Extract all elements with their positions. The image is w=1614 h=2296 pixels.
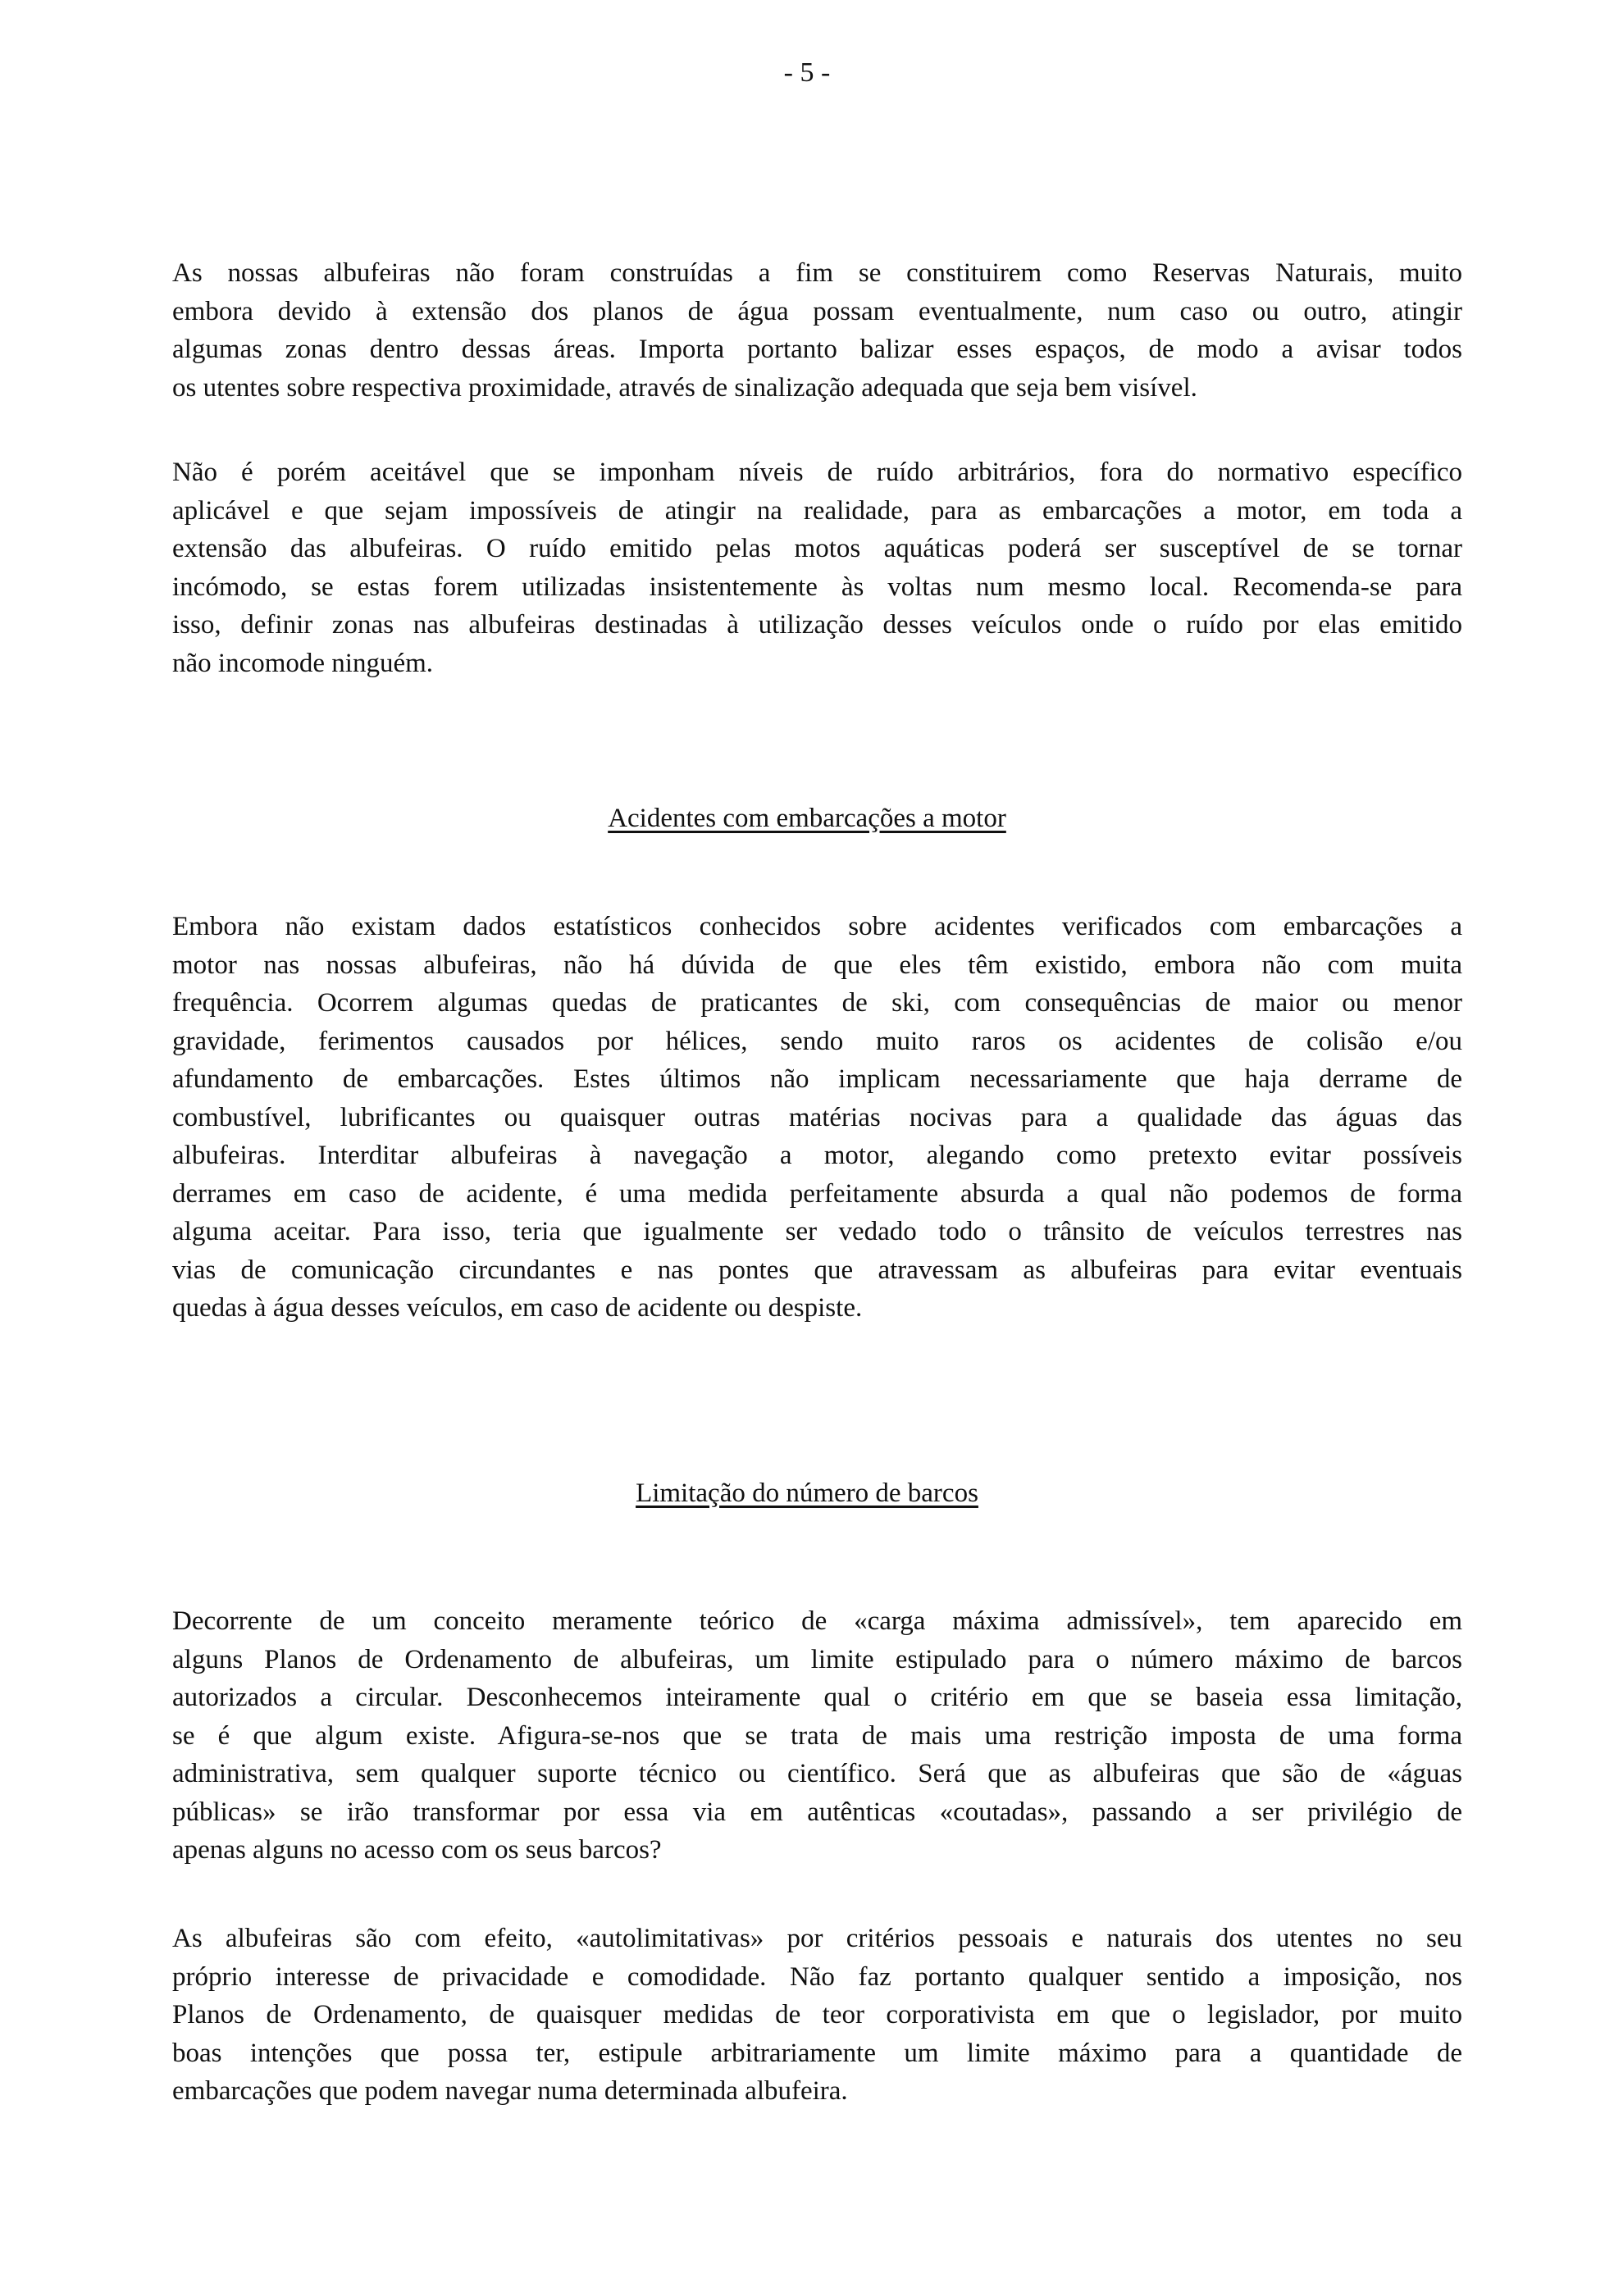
text-line: se é que algum existe. Afigura-se-nos que se trata de mais uma restrição imposta de uma forma <box>172 1720 1462 1751</box>
text-line: As albufeiras são com efeito, «autolimitativas» por critérios pessoais e naturais dos utentes no seu <box>172 1924 1462 1953</box>
text-line: Planos de Ordenamento, de quaisquer medidas de teor corporativista em que o legislador, por muito <box>172 2000 1462 2029</box>
text-line: quedas à água desses veículos, em caso de acidente ou despiste. <box>172 1293 863 1323</box>
page-number: - 5 - <box>783 57 831 88</box>
section-heading-boat-limit <box>0 1478 1614 1509</box>
text-line: As nossas albufeiras não foram construídas a fim se constituirem como Reservas Naturais, muito <box>172 258 1462 288</box>
text-line: alguma aceitar. Para isso, teria que igualmente ser vedado todo o trânsito de veículos terrestres nas <box>172 1217 1462 1246</box>
heading-text: Limitação do número de barcos <box>636 1478 978 1508</box>
text-line: Não é porém aceitável que se imponham níveis de ruído arbitrários, fora do normativo específico <box>172 458 1462 487</box>
text-line: gravidade, ferimentos causados por hélices, sendo muito raros os acidentes de colisão e/ou <box>172 1026 1462 1056</box>
heading-text: Acidentes com embarcações a motor <box>608 804 1006 833</box>
text-line: derrames em caso de acidente, é uma medida perfeitamente absurda a qual não podemos de forma <box>172 1178 1462 1209</box>
section-heading-accidents <box>0 804 1614 834</box>
paragraph-reserves <box>172 254 1462 407</box>
text-line: não incomode ninguém. <box>172 648 434 678</box>
text-line: combustível, lubrificantes ou quaisquer outras matérias nocivas para a qualidade das águas das <box>172 1102 1462 1132</box>
text-line: albufeiras. Interditar albufeiras à navegação a motor, alegando como pretexto evitar possíveis <box>172 1141 1462 1170</box>
paragraph-self-limiting <box>172 1920 1462 2111</box>
text-line: administrativa, sem qualquer suporte técnico ou científico. Será que as albufeiras que são de «águas <box>172 1759 1462 1788</box>
text-line: afundamento de embarcações. Estes últimos não implicam necessariamente que haja derrame de <box>172 1064 1462 1094</box>
text-line: Embora não existam dados estatísticos conhecidos sobre acidentes verificados com embarcações a <box>172 912 1462 941</box>
text-line: alguns Planos de Ordenamento de albufeiras, um limite estipulado para o número máximo de barcos <box>172 1644 1462 1674</box>
text-line: boas intenções que possa ter, estipule arbitrariamente um limite máximo para a quantidade de <box>172 2038 1462 2068</box>
text-line: vias de comunicação circundantes e nas pontes que atravessam as albufeiras para evitar eventuais <box>172 1255 1462 1285</box>
paragraph-noise <box>172 453 1462 682</box>
text-line: apenas alguns no acesso com os seus barcos? <box>172 1835 662 1865</box>
text-line: autorizados a circular. Desconhecemos inteiramente qual o critério em que se baseia essa limitação, <box>172 1683 1462 1712</box>
paragraph-accidents <box>172 908 1462 1328</box>
text-line: Decorrente de um conceito meramente teórico de «carga máxima admissível», tem aparecido em <box>172 1606 1462 1636</box>
text-line: aplicável e que sejam impossíveis de atingir na realidade, para as embarcações a motor, em toda a <box>172 495 1462 526</box>
text-line: os utentes sobre respectiva proximidade, através de sinalização adequada que seja bem visível. <box>172 372 1197 403</box>
text-line: algumas zonas dentro dessas áreas. Importa portanto balizar esses espaços, de modo a avisar todos <box>172 335 1462 364</box>
text-line: isso, definir zonas nas albufeiras destinadas à utilização desses veículos onde o ruído por elas emitido <box>172 610 1462 640</box>
text-line: próprio interesse de privacidade e comodidade. Não faz portanto qualquer sentido a imposição, nos <box>172 1961 1462 1992</box>
text-line: incómodo, se estas forem utilizadas insistentemente às voltas num mesmo local. Recomenda-se para <box>172 572 1462 602</box>
paragraph-max-load <box>172 1602 1462 1870</box>
text-line: públicas» se irão transformar por essa via em autênticas «coutadas», passando a ser privilégio de <box>172 1797 1462 1827</box>
text-line: extensão das albufeiras. O ruído emitido pelas motos aquáticas poderá ser susceptível de se tornar <box>172 534 1462 563</box>
text-line: motor nas nossas albufeiras, não há dúvida de que eles têm existido, embora não com muita <box>172 950 1462 980</box>
text-line: embora devido à extensão dos planos de água possam eventualmente, num caso ou outro, atingir <box>172 296 1462 326</box>
text-line: embarcações que podem navegar numa determinada albufeira. <box>172 2076 848 2106</box>
text-line: frequência. Ocorrem algumas quedas de praticantes de ski, com consequências de maior ou menor <box>172 988 1462 1018</box>
